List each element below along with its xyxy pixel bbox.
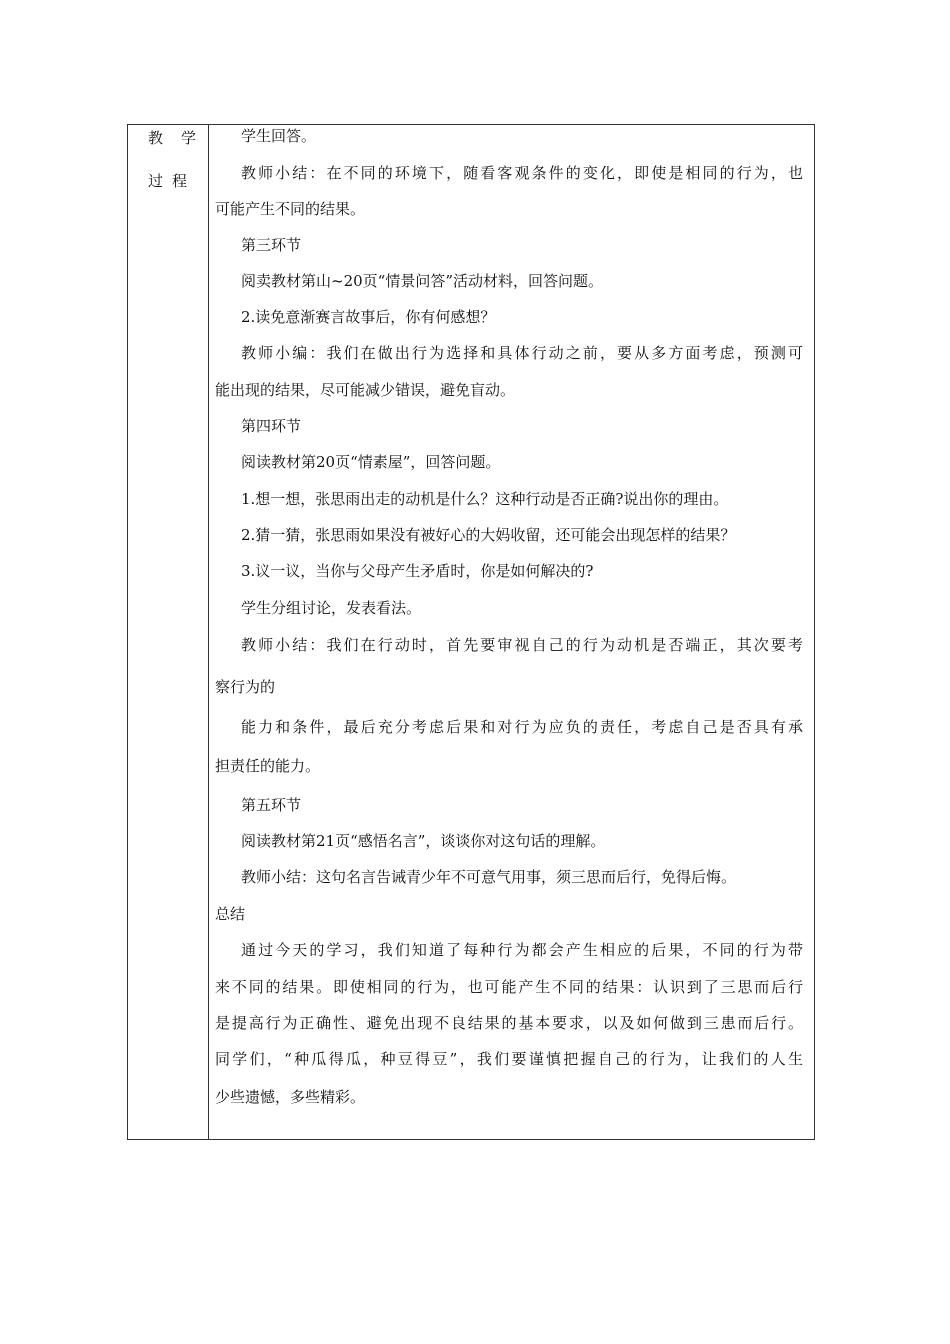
content-line: 1.想一想，张思雨出走的动机是什么？这种行动是否正确?说出你的理由。 xyxy=(241,490,729,508)
content-line: 第五环节 xyxy=(241,796,302,814)
content-line: 教师小编：我们在做出行为选择和具体行动之前，要从多方面考虑，预测可 xyxy=(241,344,803,362)
content-line: 阅读教材第21页“感悟名言”，谈谈你对这句话的理解。 xyxy=(241,832,606,850)
content-line: 是提高行为正确性、避免出现不良结果的基本要求，以及如何做到三患而后行。 xyxy=(215,1014,803,1032)
content-line: 教师小结：在不同的环境下，随看客观条件的变化，即使是相同的行为，也 xyxy=(241,164,803,182)
content-line: 总结 xyxy=(215,905,246,923)
label-char: 过 xyxy=(148,172,164,190)
label-char: 学 xyxy=(181,129,197,147)
label-char: 教 xyxy=(148,129,164,147)
content-line: 阅读教材第20页“情素屋”，回答问题。 xyxy=(241,453,501,471)
content-line: 可能产生不同的结果。 xyxy=(215,200,366,218)
content-line: 担责任的能力。 xyxy=(215,757,321,775)
content-line: 阅卖教材第山~20页“情景问答”活动材料，回答问题。 xyxy=(241,272,603,290)
label-char: 程 xyxy=(172,172,188,190)
content-line: 第四环节 xyxy=(241,417,302,435)
content-line: 能出现的结果，尽可能减少错误，避免盲动。 xyxy=(215,381,516,399)
content-line: 3.议一议，当你与父母产生矛盾时，你是如何解决的? xyxy=(241,562,594,580)
content-line: 学生分组讨论，发表看法。 xyxy=(241,599,422,617)
content-line: 第三环节 xyxy=(241,236,302,254)
content-line: 学生回答。 xyxy=(241,127,317,145)
content-line: 教师小结：这句名言告诫青少年不可意气用事，须三思而后行，免得后悔。 xyxy=(241,868,737,886)
content-line: 同学们，“种瓜得瓜，种豆得豆”，我们要谨慎把握自己的行为，让我们的人生 xyxy=(215,1050,803,1068)
lesson-table xyxy=(127,124,815,1140)
content-line: 少些遗憾，多些精彩。 xyxy=(215,1088,366,1106)
column-divider xyxy=(208,125,209,1139)
content-line: 能力和条件，最后充分考虑后果和对行为应负的责任，考虑自己是否具有承 xyxy=(241,718,803,736)
content-line: 察行为的 xyxy=(215,678,276,696)
content-line: 教师小结：我们在行动时，首先要审视自己的行为动机是否端正，其次要考 xyxy=(241,636,803,654)
content-line: 来不同的结果。即使相同的行为，也可能产生不同的结果：认识到了三思而后行 xyxy=(215,978,803,996)
content-line: 2.读免意渐赛言故事后，你有何感想？ xyxy=(241,308,496,326)
content-line: 通过今天的学习，我们知道了每种行为都会产生相应的后果，不同的行为带 xyxy=(241,941,803,959)
content-line: 2.猜一猜，张思雨如果没有被好心的大妈收留，还可能会出现怎样的结果？ xyxy=(241,526,736,544)
